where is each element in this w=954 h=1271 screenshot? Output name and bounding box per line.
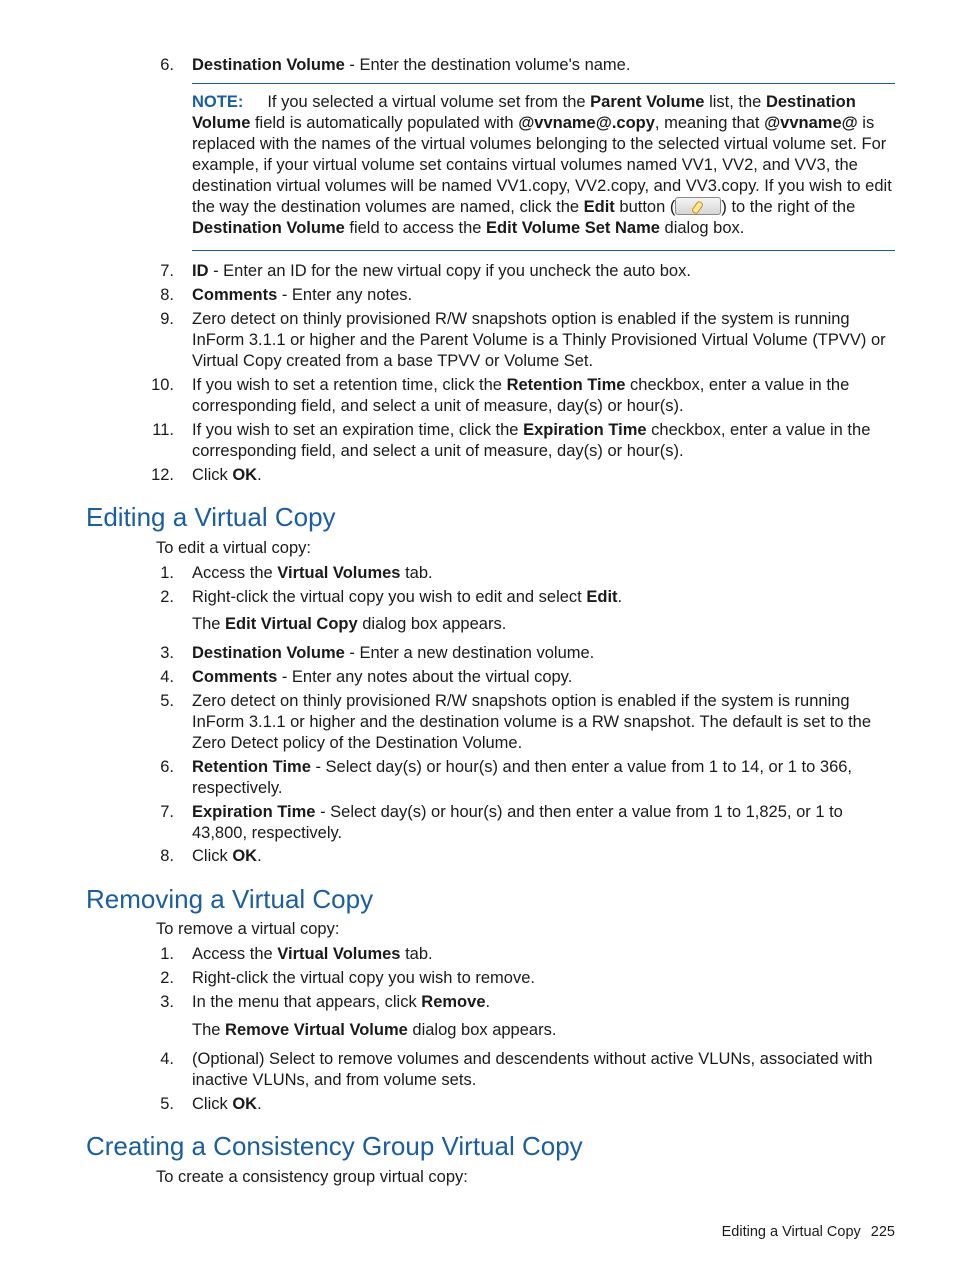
intro-text: To remove a virtual copy: bbox=[156, 920, 340, 938]
sub-text: The Remove Virtual Volume dialog box appears. bbox=[192, 1021, 557, 1039]
list-number: 6. bbox=[160, 56, 174, 74]
section-heading: Creating a Consistency Group Virtual Copy bbox=[86, 1131, 583, 1161]
note-label: NOTE: bbox=[192, 93, 244, 111]
note-box bbox=[192, 83, 895, 251]
note-text: NOTE: If you selected a virtual volume set from the Parent Volume list, the Destination Volume field is automatically populated with @vvname@.copy, meaning that @vvname@ is replaced with the names of the virtual volumes belonging to the selected virtual volume set. For example, if your virtual volume set contains virtual volumes named VV1, VV2, and VV3, the destination virtual volumes will be named VV1.copy, VV2.copy, and VV3.copy. If you wish to edit the way the destination volumes are named, click the Edit button ( ) to the right of the Destination Volume field to access the Edit Volume Set Name dialog box. bbox=[192, 93, 892, 237]
footer-title: Editing a Virtual Copy bbox=[721, 1224, 861, 1240]
sub-text: The Edit Virtual Copy dialog box appears. bbox=[192, 615, 507, 633]
page-footer bbox=[712, 1222, 895, 1243]
intro-text: To edit a virtual copy: bbox=[156, 539, 311, 557]
intro-text: To create a consistency group virtual copy: bbox=[156, 1168, 468, 1186]
section-heading: Editing a Virtual Copy bbox=[86, 502, 336, 532]
section-heading: Removing a Virtual Copy bbox=[86, 884, 374, 914]
page-number: 225 bbox=[870, 1224, 895, 1240]
edit-pencil-icon bbox=[675, 197, 721, 215]
